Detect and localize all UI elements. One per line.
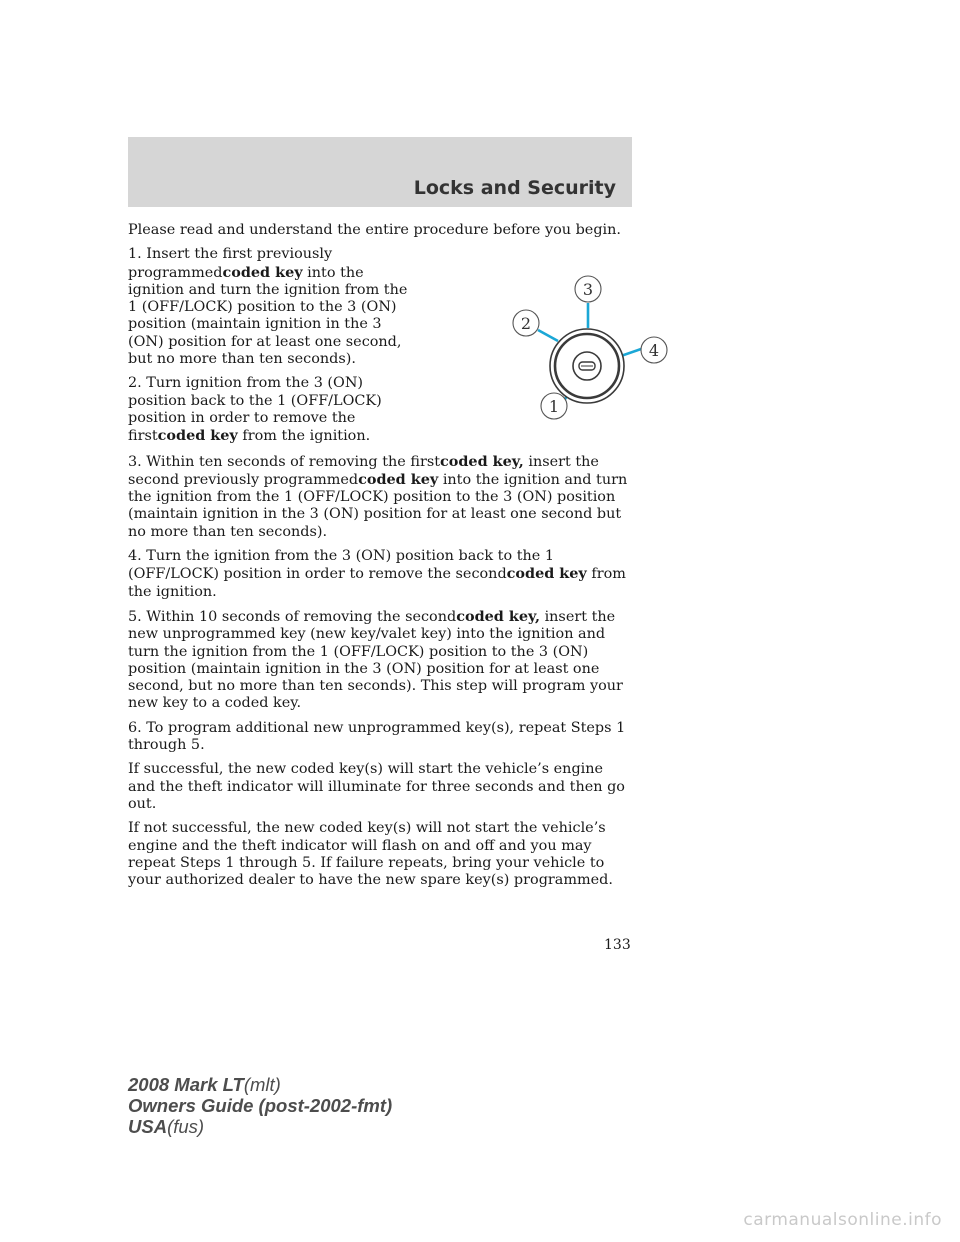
emphasis-coded-key: coded key xyxy=(358,470,439,488)
section-header-band xyxy=(128,137,632,207)
document-footer xyxy=(128,1074,392,1137)
emphasis-coded-key: coded key, xyxy=(456,607,540,625)
emphasis-coded-key: coded key xyxy=(157,427,238,445)
step-4: 4. Turn the ignition from the 3 (ON) position back to the 1 (OFF/LOCK) position in order to remove the secondcoded key from the ignition. xyxy=(128,548,626,600)
emphasis-coded-key: coded key, xyxy=(440,452,524,470)
position-1-label: 1 xyxy=(548,397,560,417)
footer-line-1: 2008 Mark LT(mlt) xyxy=(128,1074,281,1095)
step-5: 5. Within 10 seconds of removing the secondcoded key, insert the new unprogrammed key (new key/valet key) into the ignition and turn the ignition from the 1 (OFF/LOCK) position to the 3 (ON) position (maintain ignition in the 3 (ON) position for at least one second, but no more than ten seconds). This step will program your new key to a coded key. xyxy=(128,607,623,712)
step-6: 6. To program additional new unprogrammed key(s), repeat Steps 1 through 5. xyxy=(128,719,626,754)
position-2-label: 2 xyxy=(520,314,532,334)
step-2: 2. Turn ignition from the 3 (ON) position back to the 1 (OFF/LOCK) position in order to remove the firstcoded key from the ignition. xyxy=(128,375,382,445)
page-number: 133 xyxy=(604,937,631,953)
step-1: 1. Insert the first previously programmedcoded key into the ignition and turn the ignition from the 1 (OFF/LOCK) position to the 3 (ON) position (maintain ignition in the 3 (ON) position for at least one second, but no more than ten seconds). xyxy=(128,246,408,368)
position-2-line xyxy=(538,330,558,341)
section-title: Locks and Security xyxy=(413,177,616,199)
success-paragraph: If successful, the new coded key(s) will start the vehicle’s engine and the theft indicator will illuminate for three seconds and then go out. xyxy=(128,761,625,812)
footer-line-2: Owners Guide (post-2002-fmt) xyxy=(128,1095,393,1116)
emphasis-coded-key: coded key xyxy=(222,263,303,281)
emphasis-coded-key: coded key xyxy=(506,565,587,583)
ignition-positions-diagram xyxy=(426,248,660,417)
watermark: carmanualsonline.info xyxy=(743,1210,942,1230)
failure-paragraph: If not successful, the new coded key(s) will not start the vehicle’s engine and the theft indicator will flash on and off and you may repeat Steps 1 through 5. If failure repeats, bring your vehicle to your authorized dealer to have the new spare key(s) programmed. xyxy=(128,820,613,889)
procedure-content xyxy=(128,222,660,896)
position-3-label: 3 xyxy=(582,280,594,300)
position-4-label: 4 xyxy=(648,341,660,361)
footer-line-3: USA(fus) xyxy=(128,1116,205,1137)
intro-paragraph: Please read and understand the entire procedure before you begin. xyxy=(128,222,621,238)
step-3: 3. Within ten seconds of removing the firstcoded key, insert the second previously programmedcoded key into the ignition and turn the ignition from the 1 (OFF/LOCK) position to the 3 (ON) position (maintain ignition in the 3 (ON) position for at least one second but no more than ten seconds). xyxy=(128,452,628,540)
